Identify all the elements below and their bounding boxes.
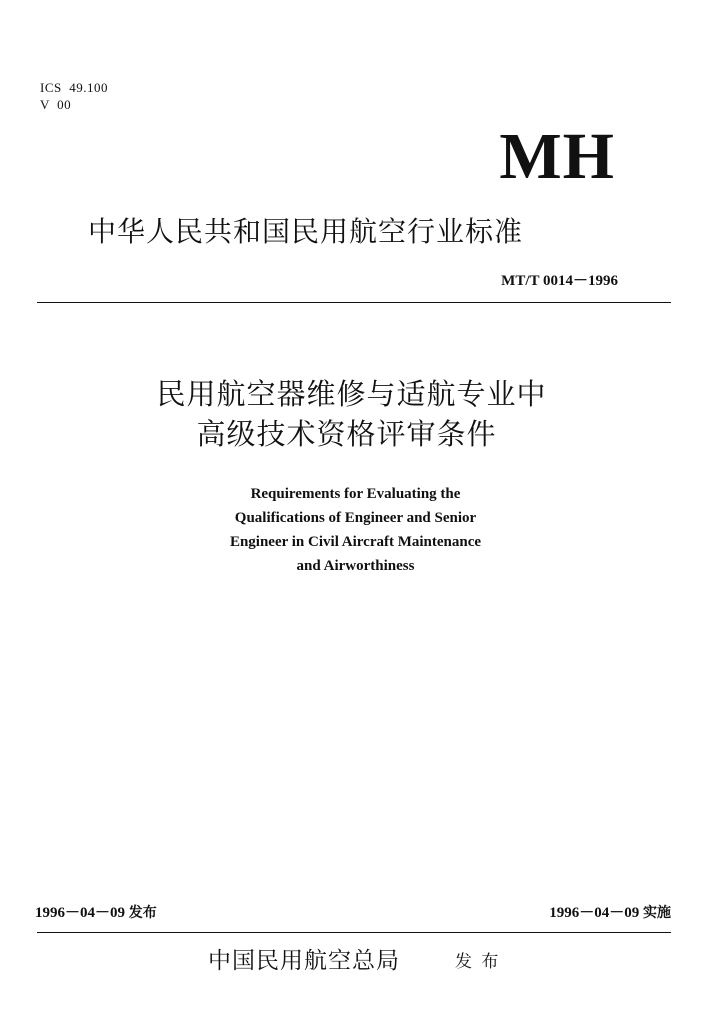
issue-label: 发布: [128, 905, 157, 921]
document-title-english: [0, 482, 711, 578]
standard-category-title: 中华人民共和国民用航空行业标准: [88, 215, 524, 248]
publish-label: 发 布: [455, 952, 501, 972]
publisher-name: 中国民用航空总局: [208, 948, 400, 974]
standard-logo-mh: MH: [499, 120, 615, 193]
title-en-line-3: Engineer in Civil Aircraft Maintenance: [229, 534, 482, 550]
category-code: V 00: [40, 97, 72, 112]
document-title-chinese: [0, 374, 711, 454]
issue-date-block: [35, 903, 157, 923]
bottom-divider: [37, 932, 671, 933]
effective-date-block: [549, 903, 671, 923]
standard-number: MT/T 0014－1996: [501, 273, 618, 289]
classification-codes: [40, 79, 108, 113]
top-divider: [37, 302, 671, 303]
title-en-line-1: Requirements for Evaluating the: [250, 486, 461, 502]
title-en-line-2: Qualifications of Engineer and Senior: [234, 510, 477, 526]
issue-date: 1996－04－09: [35, 905, 126, 921]
title-cn-line-1: 民用航空器维修与适航专业中: [156, 377, 547, 411]
title-cn-line-2: 高级技术资格评审条件: [196, 417, 497, 451]
effective-label: 实施: [643, 905, 671, 921]
ics-code: ICS 49.100: [40, 80, 108, 95]
effective-date: 1996－04－09: [549, 905, 640, 921]
title-en-line-4: and Airworthiness: [296, 558, 415, 574]
